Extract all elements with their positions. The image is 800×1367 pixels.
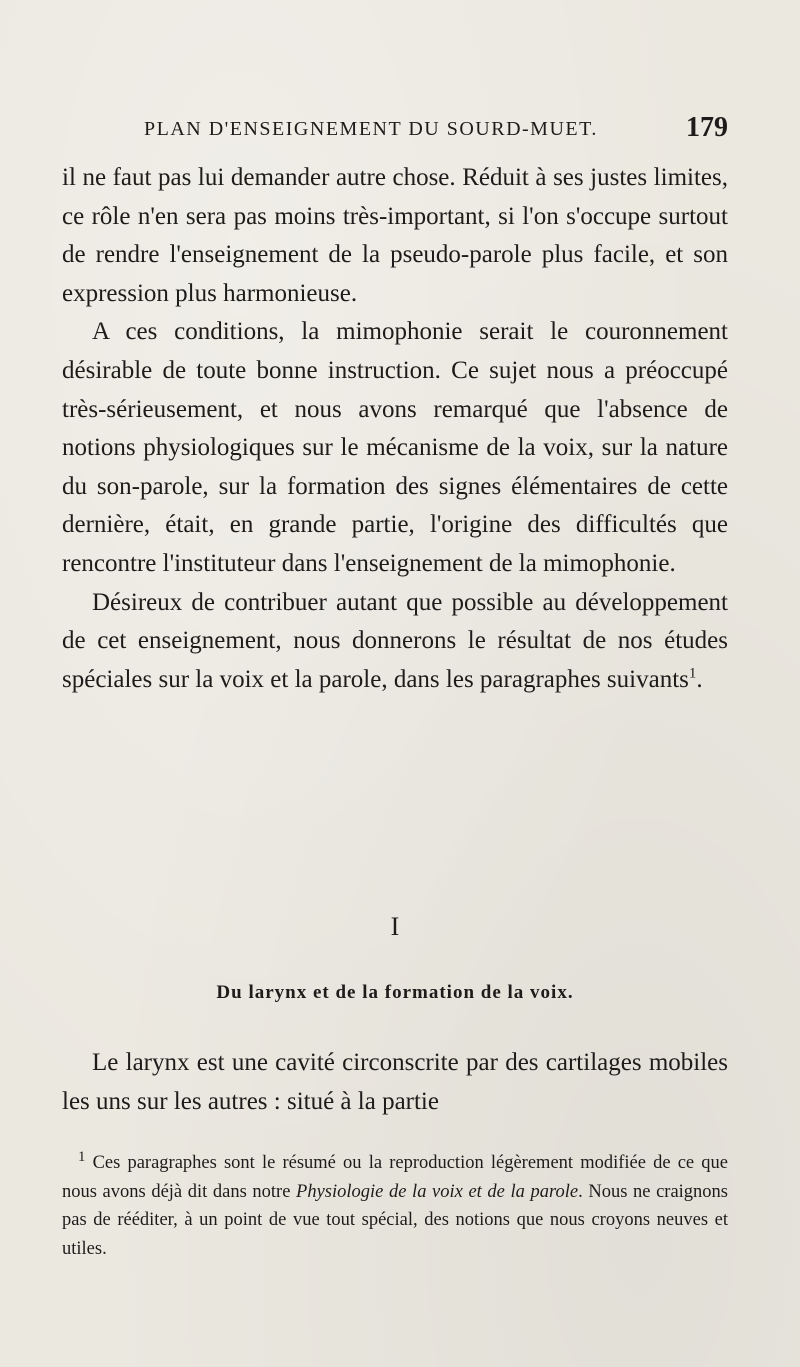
paragraph-continued: il ne faut pas lui demander autre chose. Réduit à ses justes limites, ce rôle n'en sera pas moins très-important, si l'on s'occupe surtout de rendre l'enseignement de la pseudo-parole plus facile, et son expression plus harmonieuse. — [62, 164, 728, 307]
section-number: I — [390, 912, 400, 941]
page-number: 179 — [686, 112, 728, 143]
footnote-paragraph — [62, 1149, 728, 1263]
section-text — [62, 1044, 728, 1121]
paragraph-mimophonie: A ces conditions, la mimophonie serait le couronnement désirable de toute bonne instruction. Ce sujet nous a préoccupé très-sérieusement, et nous avons remarqué que l'absence de notions physiologiques sur le mécanisme de la voix, sur la nature du son-parole, sur la formation des signes élémentaires de cette dernière, était, en grande partie, l'origine des difficultés que rencontre l'instituteur dans l'enseignement de la mimophonie. — [62, 318, 728, 577]
section-title: Du larynx et de la formation de la voix. — [216, 982, 574, 1003]
footnote — [62, 1149, 728, 1263]
paragraph-desireux: Désireux de contribuer autant que possible au développement de cet enseignement, nous donnerons le résultat de nos études spéciales sur la voix et la parole, dans les paragraphes suivants$^1$. — [62, 588, 728, 693]
running-title: PLAN D'ENSEIGNEMENT DU SOURD-MUET. — [144, 118, 598, 140]
running-head — [62, 112, 728, 152]
footnote-mark: 1 — [78, 1148, 86, 1165]
footnote-reference: 1 — [688, 665, 697, 682]
footnote-text-1: Ces paragraphes sont le résumé ou la reproduction légèrement modifiée de ce que nous avons déjà dit dans notre — [62, 1153, 728, 1202]
section-paragraph: Le larynx est une cavité circonscrite par des cartilages mobiles les uns sur les autres : situé à la partie — [62, 1049, 728, 1115]
footnote-text-2: . Nous ne craignons pas de rééditer, à un point de vue tout spécial, des notions que nous croyons neuves et utiles. — [62, 1181, 728, 1259]
footnote-italic-title: Physiologie de la voix et de la parole — [296, 1181, 579, 1202]
body-text — [62, 159, 728, 699]
paragraph-desireux-text: Désireux de contribuer autant que possible au développement de cet enseignement, nous donnerons le résultat de nos études spéciales sur la voix et la parole, dans les paragraphes suivants — [62, 588, 728, 693]
